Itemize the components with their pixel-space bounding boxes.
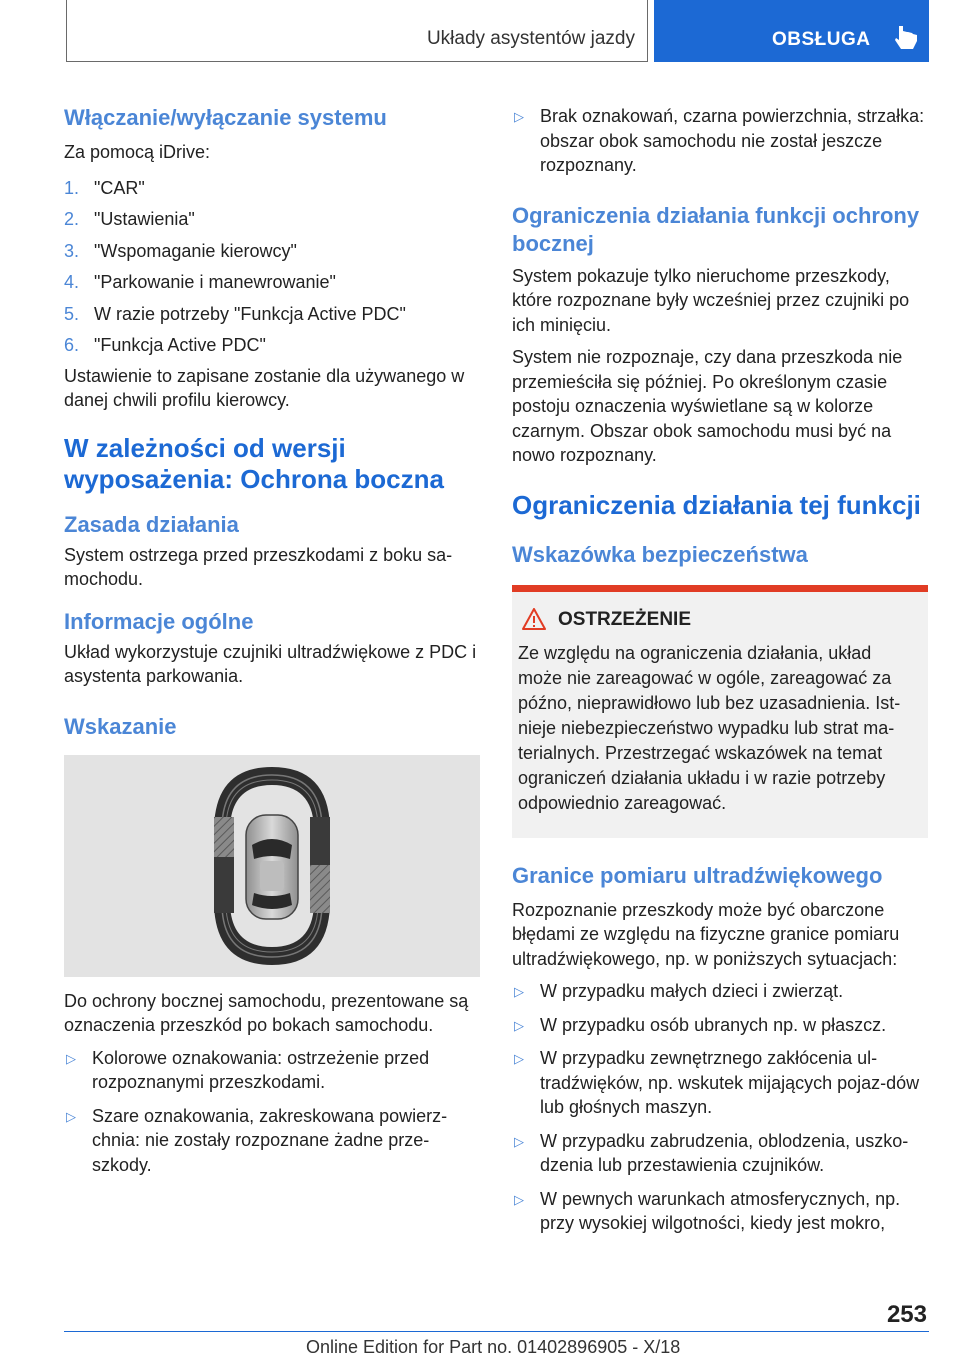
- side-protection-figure: [64, 755, 480, 977]
- list-item: [64, 334, 480, 357]
- list-item: [64, 208, 480, 231]
- display-bullets: [64, 1046, 480, 1178]
- display-text: Do ochrony bocznej samochodu, prezentowane są oznaczenia przeszkód po bokach samochodu.: [64, 990, 469, 1035]
- general-info-text: Układ wykorzystuje czujniki ultradźwiękowe z PDC i asystenta parkowania.: [64, 641, 477, 686]
- triangle-bullet-icon: ▷: [514, 109, 524, 124]
- heading-general-info: Informacje ogólne: [64, 608, 254, 634]
- step-number: 4.: [64, 272, 80, 292]
- list-item: [64, 177, 480, 200]
- footer-divider: [64, 1331, 929, 1332]
- ultrasonic-bullets: [512, 979, 928, 1236]
- page-number: 253: [886, 1301, 927, 1328]
- bullet-text: Kolorowe oznakowania: ostrzeżenie przed rozpoznanymi przeszkodami.: [92, 1047, 430, 1092]
- step-text: W razie potrzeby "Funkcja Active PDC": [94, 303, 406, 324]
- warning-block: [512, 585, 928, 838]
- left-column: [64, 100, 480, 1177]
- heading-display: Wskazanie: [64, 713, 177, 739]
- warning-text: Ze względu na ograniczenia działania, układ może nie zareagować w ogóle, zareagować za późno, nieprawidłowo lub bez uzasadnienia. Ist-nieje niebezpieczeństwo wypadku lub strat ma-terialnych. Przestrzegać wskazówek na temat ograniczeń działania układu i w razie potrzeby odpowiednio zareagować.: [518, 642, 901, 813]
- list-item: [512, 1129, 928, 1178]
- warning-title: OSTRZEŻENIE: [558, 608, 692, 630]
- top-bullet-list: [512, 104, 928, 178]
- header-section-tab: [654, 0, 929, 62]
- pointing-hand-icon: [894, 24, 920, 52]
- list-item: [512, 104, 928, 178]
- list-item: [512, 1013, 928, 1038]
- heading-safety-note: Wskazówka bezpieczeństwa: [512, 541, 808, 567]
- list-item: [512, 1046, 928, 1120]
- idrive-steps-list: [64, 177, 480, 358]
- warning-bar: [512, 585, 928, 592]
- list-item: [512, 979, 928, 1004]
- idrive-intro: Za pomocą iDrive:: [64, 142, 211, 162]
- principle-text: System ostrzega przed przeszkodami z boku sa-mochodu.: [64, 544, 453, 589]
- triangle-bullet-icon: ▷: [514, 1133, 524, 1149]
- step-text: "Funkcja Active PDC": [94, 335, 266, 355]
- heading-side-limits: Ograniczenia działania funkcji ochrony bocznej: [512, 202, 920, 256]
- heading-principle: Zasada działania: [64, 511, 239, 537]
- list-item: [64, 303, 480, 326]
- parking-display-image: [64, 755, 480, 977]
- bullet-text: Brak oznakowań, czarna powierzchnia, strzałka: obszar obok samochodu nie został jeszcze rozpoznany.: [540, 106, 925, 175]
- section-title: OBSŁUGA: [772, 29, 871, 50]
- step-number: 2.: [64, 209, 80, 229]
- list-item: [64, 1104, 480, 1178]
- right-column: [512, 100, 928, 1236]
- heading-switch-system: Włączanie/wyłączanie systemu: [64, 105, 387, 130]
- bullet-text: W przypadku zabrudzenia, oblodzenia, uszko-dzenia lub przestawienia czujników.: [540, 1130, 909, 1175]
- bullet-text: Szare oznakowania, zakreskowana powierz-chnia: nie zostały rozpoznane żadne prze-szkody.: [92, 1105, 448, 1175]
- ultrasonic-text: Rozpoznanie przeszkody może być obarczone błędami ze względu na fizyczne granice pomiaru ultradźwiękowego, np. w poniższych sytuacjach:: [512, 899, 900, 969]
- warning-box: [512, 592, 928, 838]
- step-number: 1.: [64, 177, 80, 198]
- heading-function-limits: Ograniczenia działania tej funkcji: [512, 489, 921, 520]
- triangle-bullet-icon: ▷: [514, 984, 524, 999]
- bullet-text: W przypadku małych dzieci i zwierząt.: [540, 981, 844, 1001]
- heading-ultrasonic-limits: Granice pomiaru ultradźwiękowego: [512, 862, 883, 888]
- triangle-bullet-icon: ▷: [514, 1051, 524, 1066]
- bullet-text: W przypadku osób ubranych np. w płaszcz.: [540, 1014, 887, 1035]
- step-text: "Wspomaganie kierowcy": [94, 240, 297, 261]
- step-number: 5.: [64, 303, 80, 324]
- triangle-bullet-icon: ▷: [66, 1108, 76, 1124]
- step-number: 3.: [64, 240, 80, 261]
- warning-triangle-icon: [522, 608, 546, 630]
- edition-info: Online Edition for Part no. 01402896905 - X/18: [306, 1337, 681, 1357]
- list-item: [64, 271, 480, 294]
- list-item: [512, 1187, 928, 1236]
- heading-side-protection: W zależności od wersji wyposażenia: Ochrona boczna: [64, 432, 444, 494]
- triangle-bullet-icon: ▷: [514, 1191, 524, 1207]
- bullet-text: W pewnych warunkach atmosferycznych, np. przy wysokiej wilgotności, kiedy jest mokro,: [540, 1188, 901, 1233]
- side-limits-text-1: System pokazuje tylko nieruchome przeszkody, które rozpoznane były wcześniej przez czujniki po ich minięciu.: [512, 265, 910, 335]
- step-text: "Ustawienia": [94, 209, 195, 229]
- list-item: [64, 1046, 480, 1095]
- triangle-bullet-icon: ▷: [514, 1017, 524, 1033]
- list-item: [64, 240, 480, 263]
- side-limits-text-2: System nie rozpoznaje, czy dana przeszkoda nie przemieściła się później. Po określonym czasie postoju oznaczenia wyświetlane są w kolorze czarnym. Obszar obok samochodu musi być na nowo rozpoznany.: [512, 347, 903, 465]
- saved-profile-text: Ustawienie to zapisane zostanie dla używanego w danej chwili profilu kierowcy.: [64, 365, 465, 410]
- step-text: "Parkowanie i manewrowanie": [94, 272, 336, 292]
- triangle-bullet-icon: ▷: [66, 1050, 76, 1066]
- warning-heading: [512, 608, 928, 632]
- step-number: 6.: [64, 335, 80, 355]
- step-text: "CAR": [94, 177, 145, 198]
- bullet-text: W przypadku zewnętrznego zakłócenia ul-tradźwięków, np. wskutek mijających pojaz-dów lub głośnych maszyn.: [540, 1048, 920, 1117]
- chapter-title: Układy asystentów jazdy: [426, 28, 635, 49]
- header-chapter-box: [66, 0, 648, 62]
